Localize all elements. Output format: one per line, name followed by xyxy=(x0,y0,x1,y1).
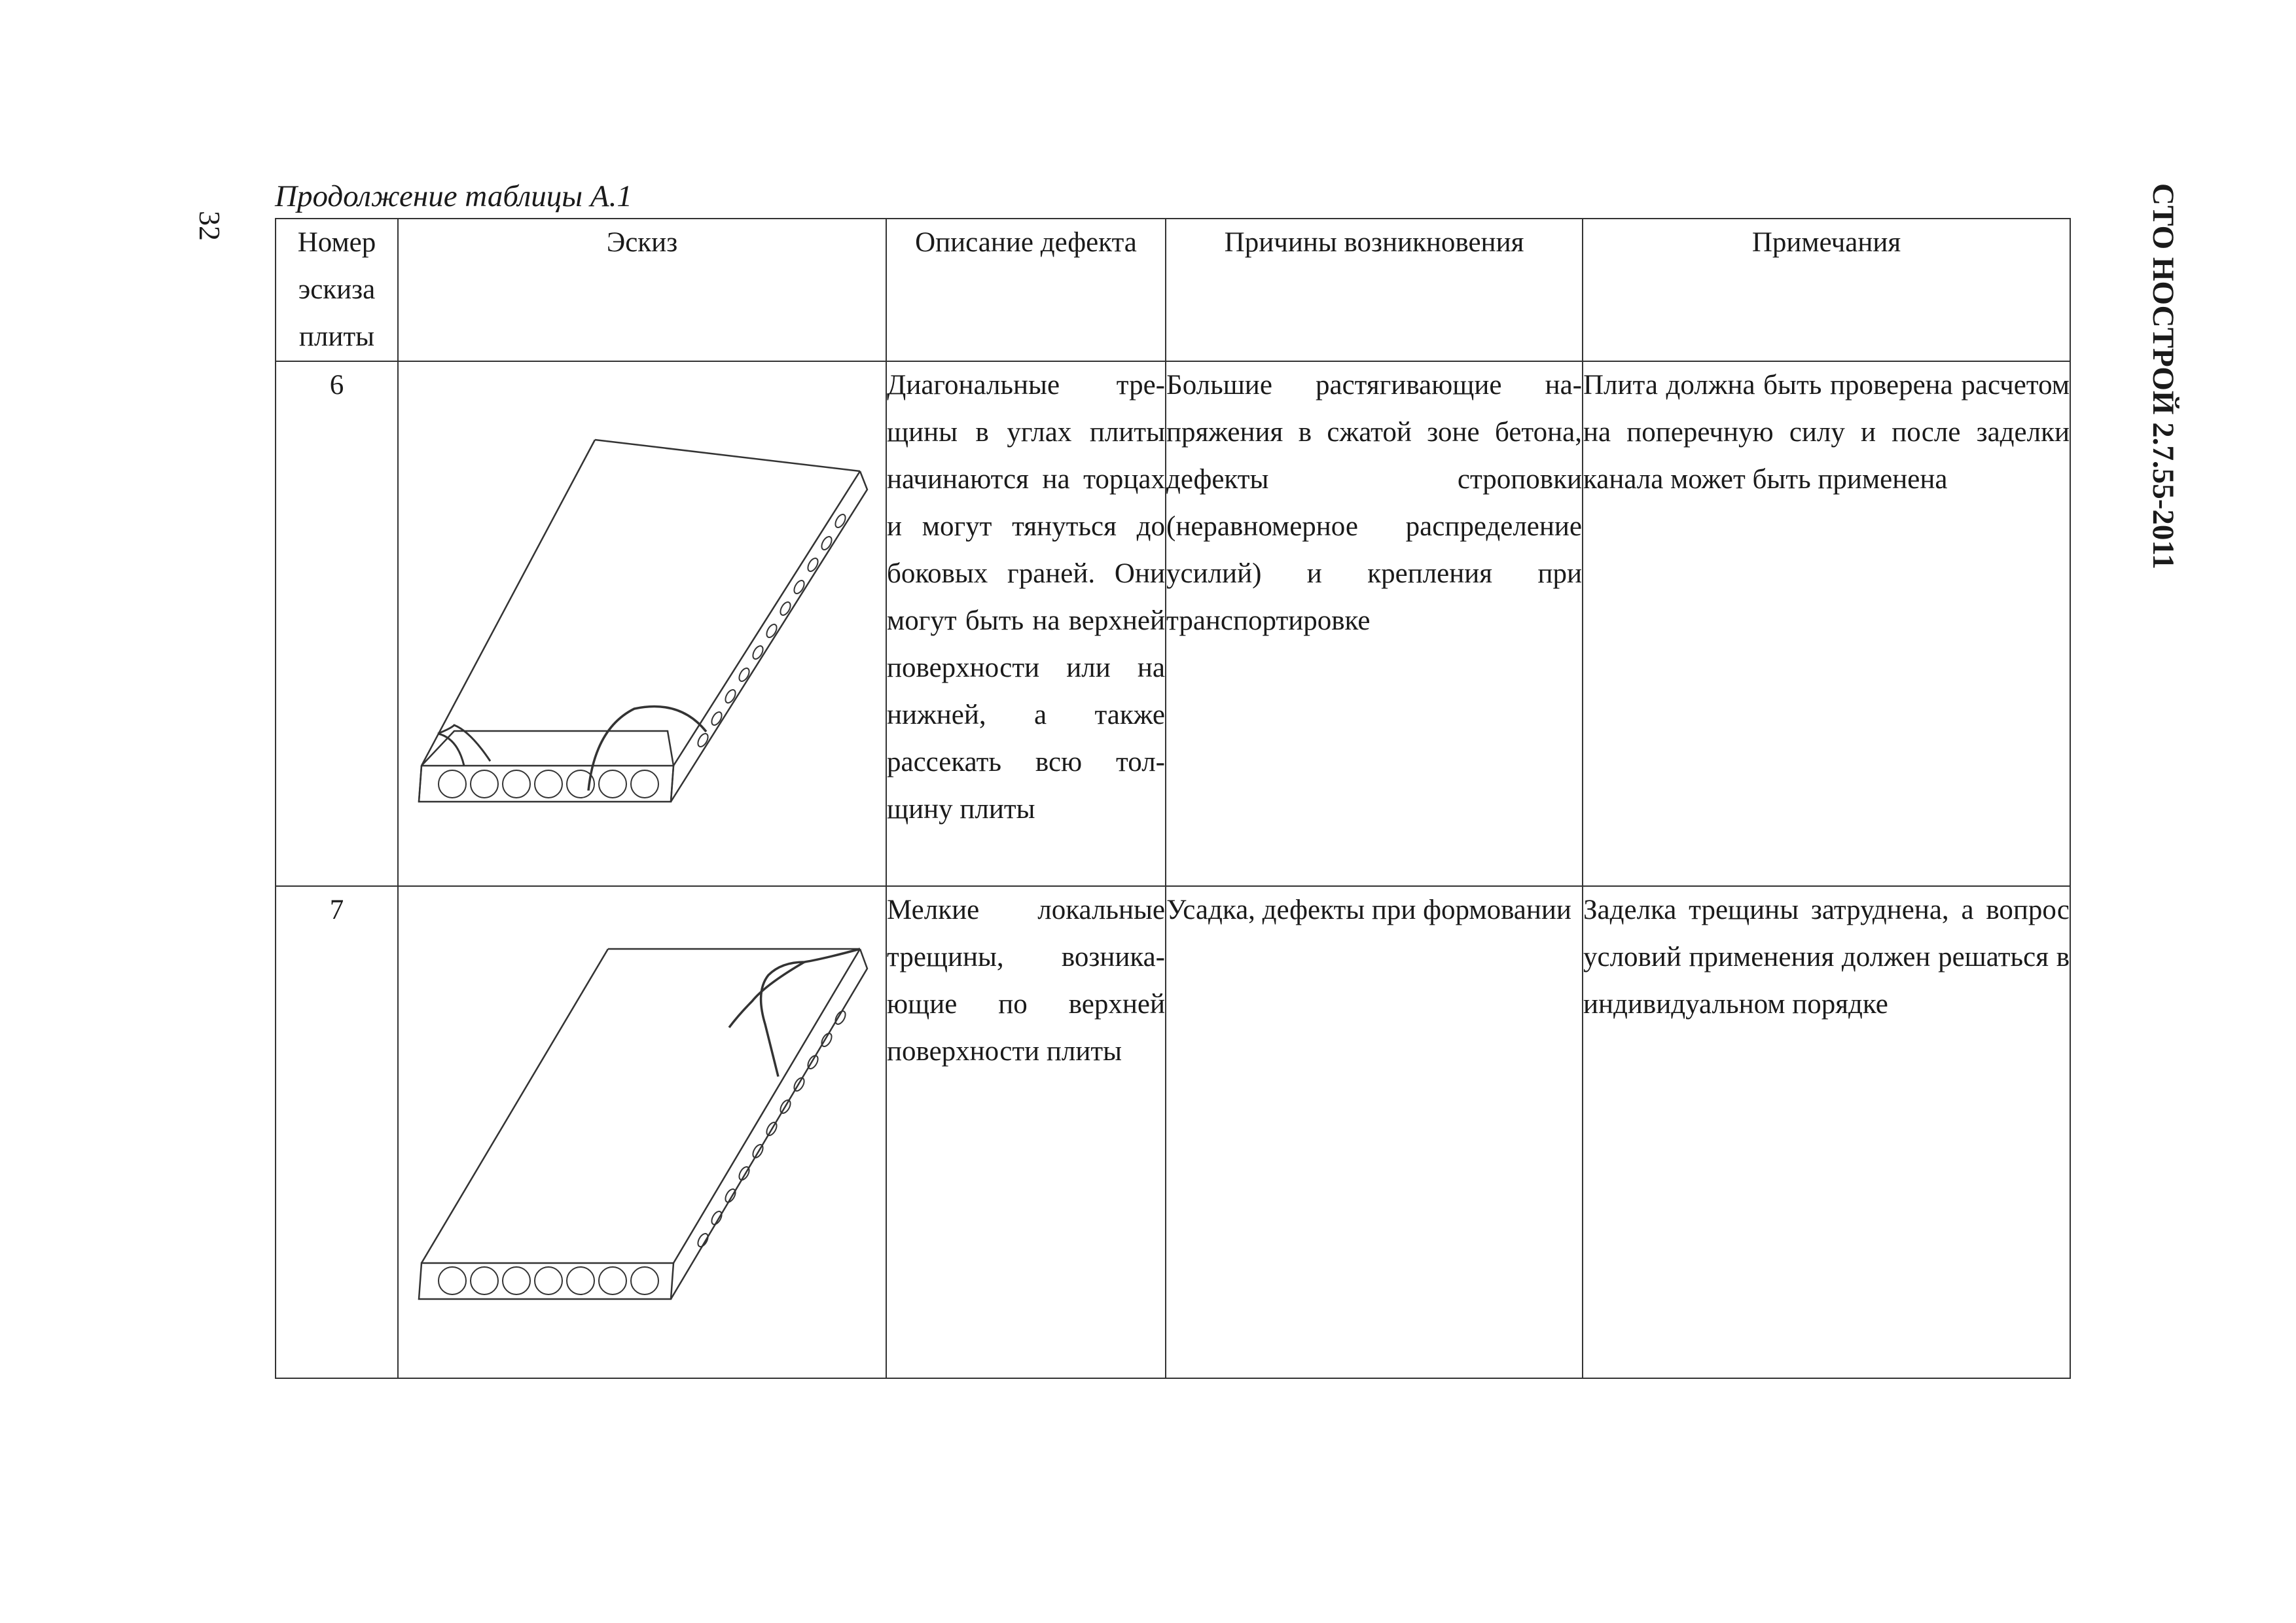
table-row xyxy=(276,361,2070,886)
document-code: СТО НОСТРОЙ 2.7.55-2011 xyxy=(2146,183,2180,569)
sketch-cell xyxy=(398,886,886,1378)
defect-description: Мелкие локальные трещины, возникающие по верхней поверхности плиты xyxy=(886,886,1166,1378)
hollow-core-slab-corner-cracks-icon xyxy=(399,362,887,885)
header-description: Описание дефекта xyxy=(886,219,1166,361)
row-number: 6 xyxy=(276,361,398,886)
defect-notes: Плита должна быть проверена расчетом на поперечную силу и после заделки канала может быть применена xyxy=(1583,361,2070,886)
header-notes: Примечания xyxy=(1583,219,2070,361)
header-causes: Причины возникновения xyxy=(1166,219,1583,361)
defect-causes: Усадка, дефекты при формовании xyxy=(1166,886,1583,1378)
row-number: 7 xyxy=(276,886,398,1378)
defect-causes: Большие растягивающие напряжения в сжатой зоне бетона, дефекты строповки (неравномерное распределение усилий) и крепления при транспортировке xyxy=(1166,361,1583,886)
header-number: Номер эскиза плиты xyxy=(276,219,398,361)
defect-description: Диагональные трещины в углах плиты начинаются на торцах и могут тянуться до боковых граней. Они могут быть на верхней поверхности или на нижней, а также рассекать всю толщину плиты xyxy=(886,361,1166,886)
defect-notes: Заделка трещины затруднена, а вопрос условий применения должен решаться в индивидуальном порядке xyxy=(1583,886,2070,1378)
table-caption: Продолжение таблицы А.1 xyxy=(275,179,632,213)
table-row xyxy=(276,886,2070,1378)
hollow-core-slab-surface-cracks-icon xyxy=(399,887,887,1378)
page-number: 32 xyxy=(193,211,226,241)
sketch-cell xyxy=(398,361,886,886)
header-sketch: Эскиз xyxy=(398,219,886,361)
defects-table xyxy=(275,218,2071,1379)
table-header-row xyxy=(276,219,2070,361)
